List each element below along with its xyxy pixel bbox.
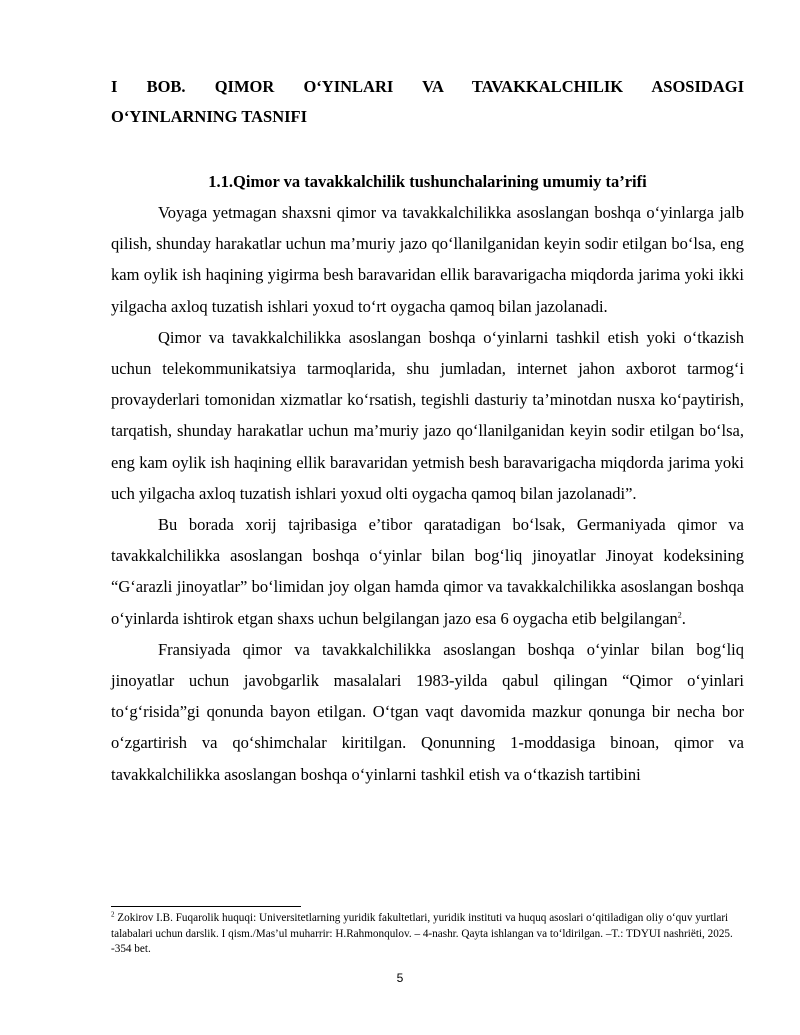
footnote-reference[interactable]: 2 [677,610,682,620]
section-title: 1.1.Qimor va tavakkalchilik tushunchalarining umumiy ta’rifi [208,172,647,191]
chapter-title-line2: O‘YINLARNING TASNIFI [111,107,308,126]
chapter-title-line1: I BOB. QIMOR O‘YINLARI VA TAVAKKALCHILIK ASOSIDAGI [111,77,744,96]
paragraph-3 [111,509,744,634]
footnote-marker: 2 [111,910,115,919]
paragraph-1: Voyaga yetmagan shaxsni qimor va tavakkalchilikka asoslangan boshqa o‘yinlarga jalb qilish, shunday harakatlar uchun ma’muriy jazo qo‘llanilganidan keyin sodir etilgan bo‘lsa, eng kam oylik ish haqining yigirma besh baravaridan ellik baravarigacha miqdorda jarima yoki ikki yilgacha axloq tuzatish ishlari yoxud to‘rt oygacha qamoq bilan jazolanadi. [111,203,744,316]
footnote-text: Zokirov I.B. Fuqarolik huquqi: Universitetlarning yuridik fakultetlari, yuridik instituti va huquq asoslari o‘qitiladigan oliy o‘quv yurtlari talabalari uchun darslik. I qism./Mas’ul muharrir: H.Rahmonqulov. – 4-nashr. Qayta ishlangan va to‘ldirilgan. –T.: TDYUI nashriëti, 2025. -354 bet. [111,912,733,956]
paragraph-4: Fransiyada qimor va tavakkalchilikka asoslangan boshqa o‘yinlar bilan bog‘liq jinoyatlar uchun javobgarlik masalalari 1983-yilda qabul qilingan “Qimor o‘yinlari to‘g‘risida”gi qonunda bayon etilgan. O‘tgan vaqt davomida mazkur qonunga bir necha bor o‘zgartirish va qo‘shimchalar kiritilgan. Qonunning 1-moddasiga binoan, qimor va tavakkalchilikka asoslangan boshqa o‘yinlarni tashkil etish va o‘tkazish tartibini [111,639,744,784]
footnote-separator [111,906,301,907]
paragraph-3-end: . [681,608,686,628]
paragraph-3-text: Bu borada xorij tajribasiga e’tibor qaratadigan bo‘lsak, Germaniyada qimor va tavakkalchilikka asoslangan boshqa o‘yinlar bilan bog‘liq jinoyatlar Jinoyat kodeksining “G‘arazli jinoyatlar” bo‘limidan joy olgan hamda qimor va tavakkalchilikka asoslangan boshqa o‘yinlarda ishtirok etgan shaxs uchun belgilangan jazo esa 6 oygacha etib belgilangan [111,515,744,628]
paragraph-2: Qimor va tavakkalchilikka asoslangan boshqa o‘yinlarni tashkil etish yoki o‘tkazish uchun telekommunikatsiya tarmoqlarida, shu jumladan, internet jahon axborot tarmog‘i provayderlari tomonidan xizmatlar ko‘rsatish, tegishli dasturiy ta’minotdan nusxa ko‘paytirish, tarqatish, shunday harakatlar uchun ma’muriy jazo qo‘llanilganidan keyin sodir etilgan bo‘lsa, eng kam oylik ish haqining ellik baravaridan yetmish besh baravarigacha miqdorda jarima yoki uch yilgacha axloq tuzatish ishlari yoxud olti oygacha qamoq bilan jazolanadi”. [111,327,744,503]
footnote [111,911,744,958]
page-number: 5 [396,971,404,985]
body-text [111,197,744,790]
chapter-title [111,72,744,132]
